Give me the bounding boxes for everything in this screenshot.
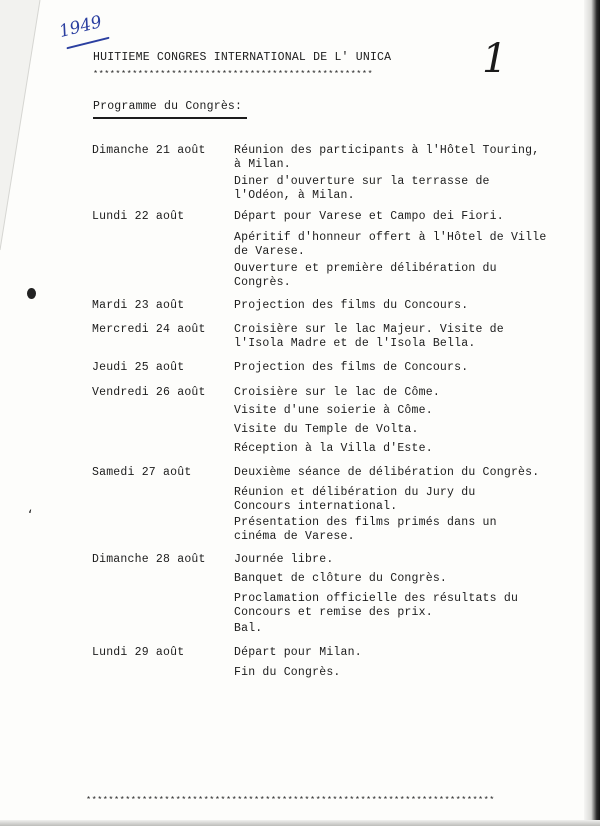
schedule-event: Départ pour Varese et Campo dei Fiori.	[234, 210, 504, 223]
schedule-event: Diner d'ouverture sur la terrasse de l'Odéon, à Milan.	[234, 175, 490, 202]
schedule-event: Visite d'une soierie à Côme.	[234, 404, 433, 417]
schedule-event: Réception à la Villa d'Este.	[234, 442, 433, 455]
section-heading-underline	[93, 117, 247, 119]
schedule-day-label: Dimanche 28 août	[92, 553, 206, 566]
schedule-day-label: Vendredi 26 août	[92, 386, 206, 399]
schedule-event: Bal.	[234, 622, 263, 635]
schedule-event: Fin du Congrès.	[234, 666, 341, 679]
handwritten-page-number: 1	[482, 36, 508, 82]
schedule-day-label: Lundi 29 août	[92, 646, 185, 659]
schedule-event: Deuxième séance de délibération du Congrès.	[234, 466, 540, 479]
handwritten-year: 1949	[57, 12, 104, 42]
schedule-event: Projection des films du Concours.	[234, 299, 469, 312]
schedule-day-label: Dimanche 21 août	[92, 144, 206, 157]
schedule-event: Journée libre.	[234, 553, 334, 566]
schedule-event: Proclamation officielle des résultats du Concours et remise des prix.	[234, 592, 519, 619]
stray-mark: ‘	[28, 508, 33, 524]
schedule-day-label: Mardi 23 août	[92, 299, 185, 312]
schedule-event: Projection des films de Concours.	[234, 361, 469, 374]
document-title: HUITIEME CONGRES INTERNATIONAL DE L' UNICA	[93, 51, 392, 64]
schedule-event: Départ pour Milan.	[234, 646, 362, 659]
schedule-event: Croisière sur le lac de Côme.	[234, 386, 440, 399]
schedule-day-label: Lundi 22 août	[92, 210, 185, 223]
schedule-event: Réunion des participants à l'Hôtel Touring, à Milan.	[234, 144, 540, 171]
footer-star-rule: *************************************************************************	[86, 795, 495, 805]
schedule-event: Réunion et délibération du Jury du Concours international.	[234, 486, 476, 513]
schedule-event: Croisière sur le lac Majeur. Visite de l'Isola Madre et de l'Isola Bella.	[234, 323, 504, 350]
schedule-event: Apéritif d'honneur offert à l'Hôtel de Ville de Varese.	[234, 231, 547, 258]
schedule-event: Présentation des films primés dans un cinéma de Varese.	[234, 516, 497, 543]
schedule-day-label: Jeudi 25 août	[92, 361, 185, 374]
schedule-event: Visite du Temple de Volta.	[234, 423, 419, 436]
scan-edge-bottom	[0, 820, 600, 826]
scan-edge-right	[584, 0, 600, 826]
schedule-event: Banquet de clôture du Congrès.	[234, 572, 448, 585]
section-heading: Programme du Congrès:	[93, 100, 243, 113]
schedule-day-label: Samedi 27 août	[92, 466, 192, 479]
title-star-rule: **************************************************	[93, 69, 374, 79]
punch-hole-mark	[27, 288, 36, 299]
schedule-event: Ouverture et première délibération du Congrès.	[234, 262, 497, 289]
schedule-day-label: Mercredi 24 août	[92, 323, 206, 336]
